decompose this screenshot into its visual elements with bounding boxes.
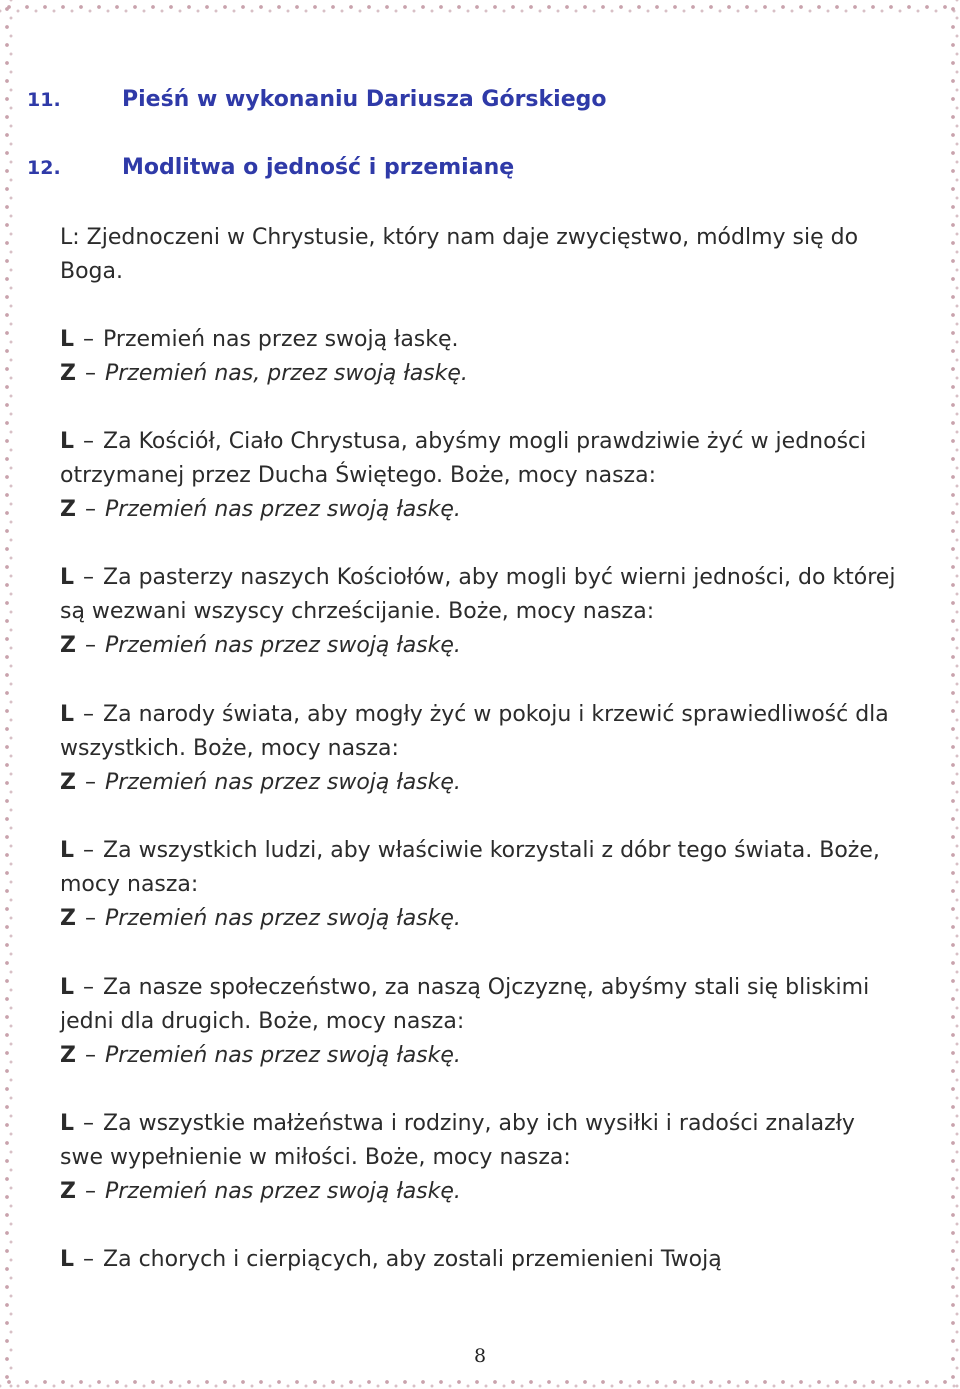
response-line <box>60 1039 900 1073</box>
leader-line <box>60 323 900 357</box>
petition-7 <box>60 1243 900 1277</box>
heading-title: Pieśń w wykonaniu Dariusza Górskiego <box>122 87 607 112</box>
petition-body: Za narody świata, aby mogły żyć w pokoju i krzewić sprawiedliwość dla wszystkich. <box>60 702 889 761</box>
dash: – <box>84 497 96 522</box>
response-label: Z <box>60 906 76 931</box>
petition-body: Za Kościół, Ciało Chrystusa, abyśmy mogli prawdziwie żyć w jedności otrzymanej przez Ducha Świętego. <box>60 429 867 488</box>
petition-body: Za wszystkich ludzi, aby właściwie korzystali z dóbr tego świata. <box>103 838 813 863</box>
response-text: Przemień nas przez swoją łaskę. <box>104 497 461 522</box>
leader-text: Przemień nas przez swoją łaskę. <box>103 327 459 352</box>
decorative-border-top <box>0 0 960 14</box>
petition-4 <box>60 834 900 936</box>
page-number: 8 <box>473 1345 487 1367</box>
dash: – <box>83 838 95 863</box>
invocation: Boże, mocy nasza: <box>450 463 656 488</box>
dash: – <box>84 633 96 658</box>
dash: – <box>84 770 96 795</box>
dash: – <box>83 1111 95 1136</box>
petition-body: Za nasze społeczeństwo, za naszą Ojczyznę, abyśmy stali się bliskimi jedni dla drugich. <box>60 975 870 1034</box>
dash: – <box>84 1179 96 1204</box>
response-label: Z <box>60 497 76 522</box>
petition-body: Za chorych i cierpiących, aby zostali przemienieni Twoją <box>103 1247 722 1272</box>
response-line <box>60 766 900 800</box>
dash: – <box>83 327 95 352</box>
dash: – <box>84 906 96 931</box>
response-line <box>60 1175 900 1209</box>
response-line <box>60 493 900 527</box>
petition-text <box>60 1107 900 1175</box>
response-text: Przemień nas, przez swoją łaskę. <box>104 361 468 386</box>
petition-text <box>60 834 900 902</box>
decorative-border-bottom <box>0 1375 960 1389</box>
heading-title: Modlitwa o jedność i przemianę <box>122 155 515 180</box>
petition-text <box>60 971 900 1039</box>
dash: – <box>83 1247 95 1272</box>
response-label: Z <box>60 633 76 658</box>
heading-number: 12. <box>27 157 61 179</box>
heading-item-12 <box>27 155 514 180</box>
decorative-border-right <box>946 0 960 1389</box>
leader-label: L <box>60 565 75 590</box>
dash: – <box>83 429 95 454</box>
dash: – <box>84 361 96 386</box>
petition-text <box>60 561 900 629</box>
response-text: Przemień nas przez swoją łaskę. <box>104 633 461 658</box>
leader-label: L <box>60 1111 75 1136</box>
petition-2 <box>60 561 900 663</box>
response-label: Z <box>60 1179 76 1204</box>
response-text: Przemień nas przez swoją łaskę. <box>104 906 461 931</box>
invocation: Boże, mocy nasza: <box>60 838 880 897</box>
opening-exchange <box>60 323 900 391</box>
response-line <box>60 357 900 391</box>
leader-label: L <box>60 327 75 352</box>
heading-number: 11. <box>27 89 61 111</box>
response-label: Z <box>60 1043 76 1068</box>
dash: – <box>84 1043 96 1068</box>
invocation: Boże, mocy nasza: <box>193 736 399 761</box>
petition-body: Za pasterzy naszych Kościołów, aby mogli być wierni jedności, do której są wezwani wszyscy chrześcijanie. <box>60 565 896 624</box>
invocation: Boże, mocy nasza: <box>364 1145 571 1170</box>
petition-text <box>60 425 900 493</box>
leader-label: L <box>60 702 75 727</box>
petition-body: Za wszystkie małżeństwa i rodziny, aby ich wysiłki i radości znalazły swe wypełnienie w miłości. <box>60 1111 855 1170</box>
dash: – <box>83 702 95 727</box>
response-label: Z <box>60 770 76 795</box>
petition-3 <box>60 698 900 800</box>
dash: – <box>83 975 95 1000</box>
leader-label: L <box>60 429 75 454</box>
petition-1 <box>60 425 900 527</box>
invocation: Boże, mocy nasza: <box>258 1009 465 1034</box>
petition-text <box>60 698 900 766</box>
leader-label: L <box>60 838 75 863</box>
response-line <box>60 902 900 936</box>
decorative-border-left <box>0 0 14 1389</box>
response-label: Z <box>60 361 76 386</box>
petition-5 <box>60 971 900 1073</box>
petition-6 <box>60 1107 900 1209</box>
dash: – <box>83 565 95 590</box>
heading-item-11 <box>27 87 606 112</box>
intro-paragraph: L: Zjednoczeni w Chrystusie, który nam daje zwycięstwo, módlmy się do Boga. <box>60 225 859 284</box>
response-text: Przemień nas przez swoją łaskę. <box>104 770 461 795</box>
response-line <box>60 629 900 663</box>
invocation: Boże, mocy nasza: <box>448 599 655 624</box>
leader-label: L <box>60 1247 75 1272</box>
response-text: Przemień nas przez swoją łaskę. <box>104 1043 461 1068</box>
leader-label: L <box>60 975 75 1000</box>
response-text: Przemień nas przez swoją łaskę. <box>104 1179 461 1204</box>
